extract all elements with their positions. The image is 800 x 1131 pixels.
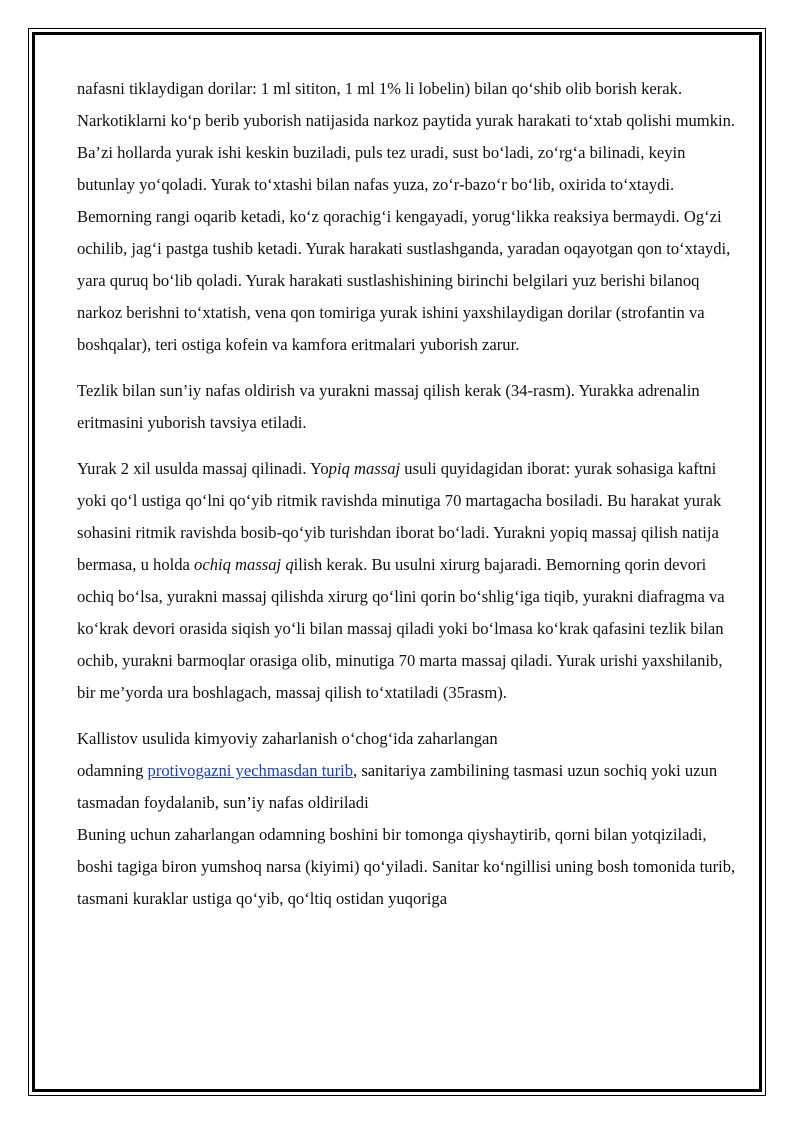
paragraph-3: Tezlik bilan sun’iy nafas oldirish va yurakni massaj qilish kerak (34-rasm). Yurakka adrenalin eritmasini yuborish tavsiya etiladi. [77,381,700,432]
paragraph-4-text-c: usuli quyidagidan iborat: yurak sohasiga kaftni yoki qo‘l ustiga qo‘lni qo‘yib ritmik ravishda minutiga 70 martagacha bosiladi. Bu harakat yurak sohasini ritmik ravishda bosib-qo‘yib turishdan iborat bo‘ladi. Yurakni yopiq massaj qilish natija bermasa, u holda [77,459,722,574]
paragraph-4-text-e: ilish kerak. Bu usulni xirurg bajaradi. Bemorning qorin devori ochiq bo‘lsa, yurakni massaj qilishda xirurg qo‘lini qorin bo‘shlig‘iga tiqib, yurakni diafragma va ko‘krak devori orasida siqish yo‘li bilan massaj qiladi yoki bo‘lmasa ko‘krak qafasini tezlik bilan ochib, yurakni barmoqlar orasiga olib, minutiga 70 marta massaj qiladi. Yurak urishi yaxshilanib, bir me’yorda ura boshlagach, massaj qilish to‘xtatiladi (35rasm). [77,555,725,702]
ochiq-massaj-term: ochiq massaj q [194,555,294,574]
document-body [77,73,737,915]
paragraph-2: Narkotiklarni ko‘p berib yuborish natijasida narkoz paytida yurak harakati to‘xtab qolishi mumkin. Ba’zi hollarda yurak ishi keskin buziladi, puls tez uradi, sust bo‘ladi, zo‘rg‘a bilinadi, keyin butunlay yo‘qoladi. Yurak to‘xtashi bilan nafas yuza, zo‘r-bazo‘r bo‘lib, oxirida to‘xtaydi. Bemorning rangi oqarib ketadi, ko‘z qorachig‘i kengayadi, yorug‘likka reaksiya bermaydi. Og‘zi ochilib, jag‘i pastga tushib ketadi. Yurak harakati sustlashganda, yaradan oqayotgan qon to‘xtaydi, yara quruq bo‘lib qoladi. Yurak harakati sustlashishining birinchi belgilari yuz berishi bilanoq narkoz berishni to‘xtatish, vena qon tomiriga yurak ishini yaxshilaydigan dorilar (strofantin va boshqalar), teri ostiga kofein va kamfora eritmalari yuborish zarur. [77,111,736,354]
paragraph-5-text-post: , sanitariya zambilining tasmasi uzun sochiq yoki uzun tasmadan foydalanib, sun’iy nafas oldiriladi [77,761,718,812]
paragraph-5-line-1: Kallistov usulida kimyoviy zaharlanish o‘chog‘ida zaharlangan [77,729,498,748]
paragraph-4-text-a: Yurak 2 xil usulda massaj qilinadi. Yo [77,459,329,478]
paragraph-6: Buning uchun zaharlangan odamning boshini bir tomonga qiyshaytirib, qorni bilan yotqiziladi, boshi tagiga biron yumshoq narsa (kiyimi) qo‘yiladi. Sanitar ko‘ngillisi uning bosh tomonida turib, tasmani kuraklar ustiga qo‘yib, qo‘ltiq ostidan yuqoriga [77,825,736,908]
paragraph-5-text-pre: odamning [77,761,148,780]
paragraph-5 [77,723,737,819]
protivogaz-link[interactable]: protivogazni yechmasdan turib [147,761,354,780]
yopiq-massaj-term: piq massaj [328,459,401,478]
paragraph-1: nafasni tiklaydigan dorilar: 1 ml sititon, 1 ml 1% li lobelin) bilan qo‘shib olib borish kerak. [77,79,683,98]
paragraph-4 [77,453,737,709]
